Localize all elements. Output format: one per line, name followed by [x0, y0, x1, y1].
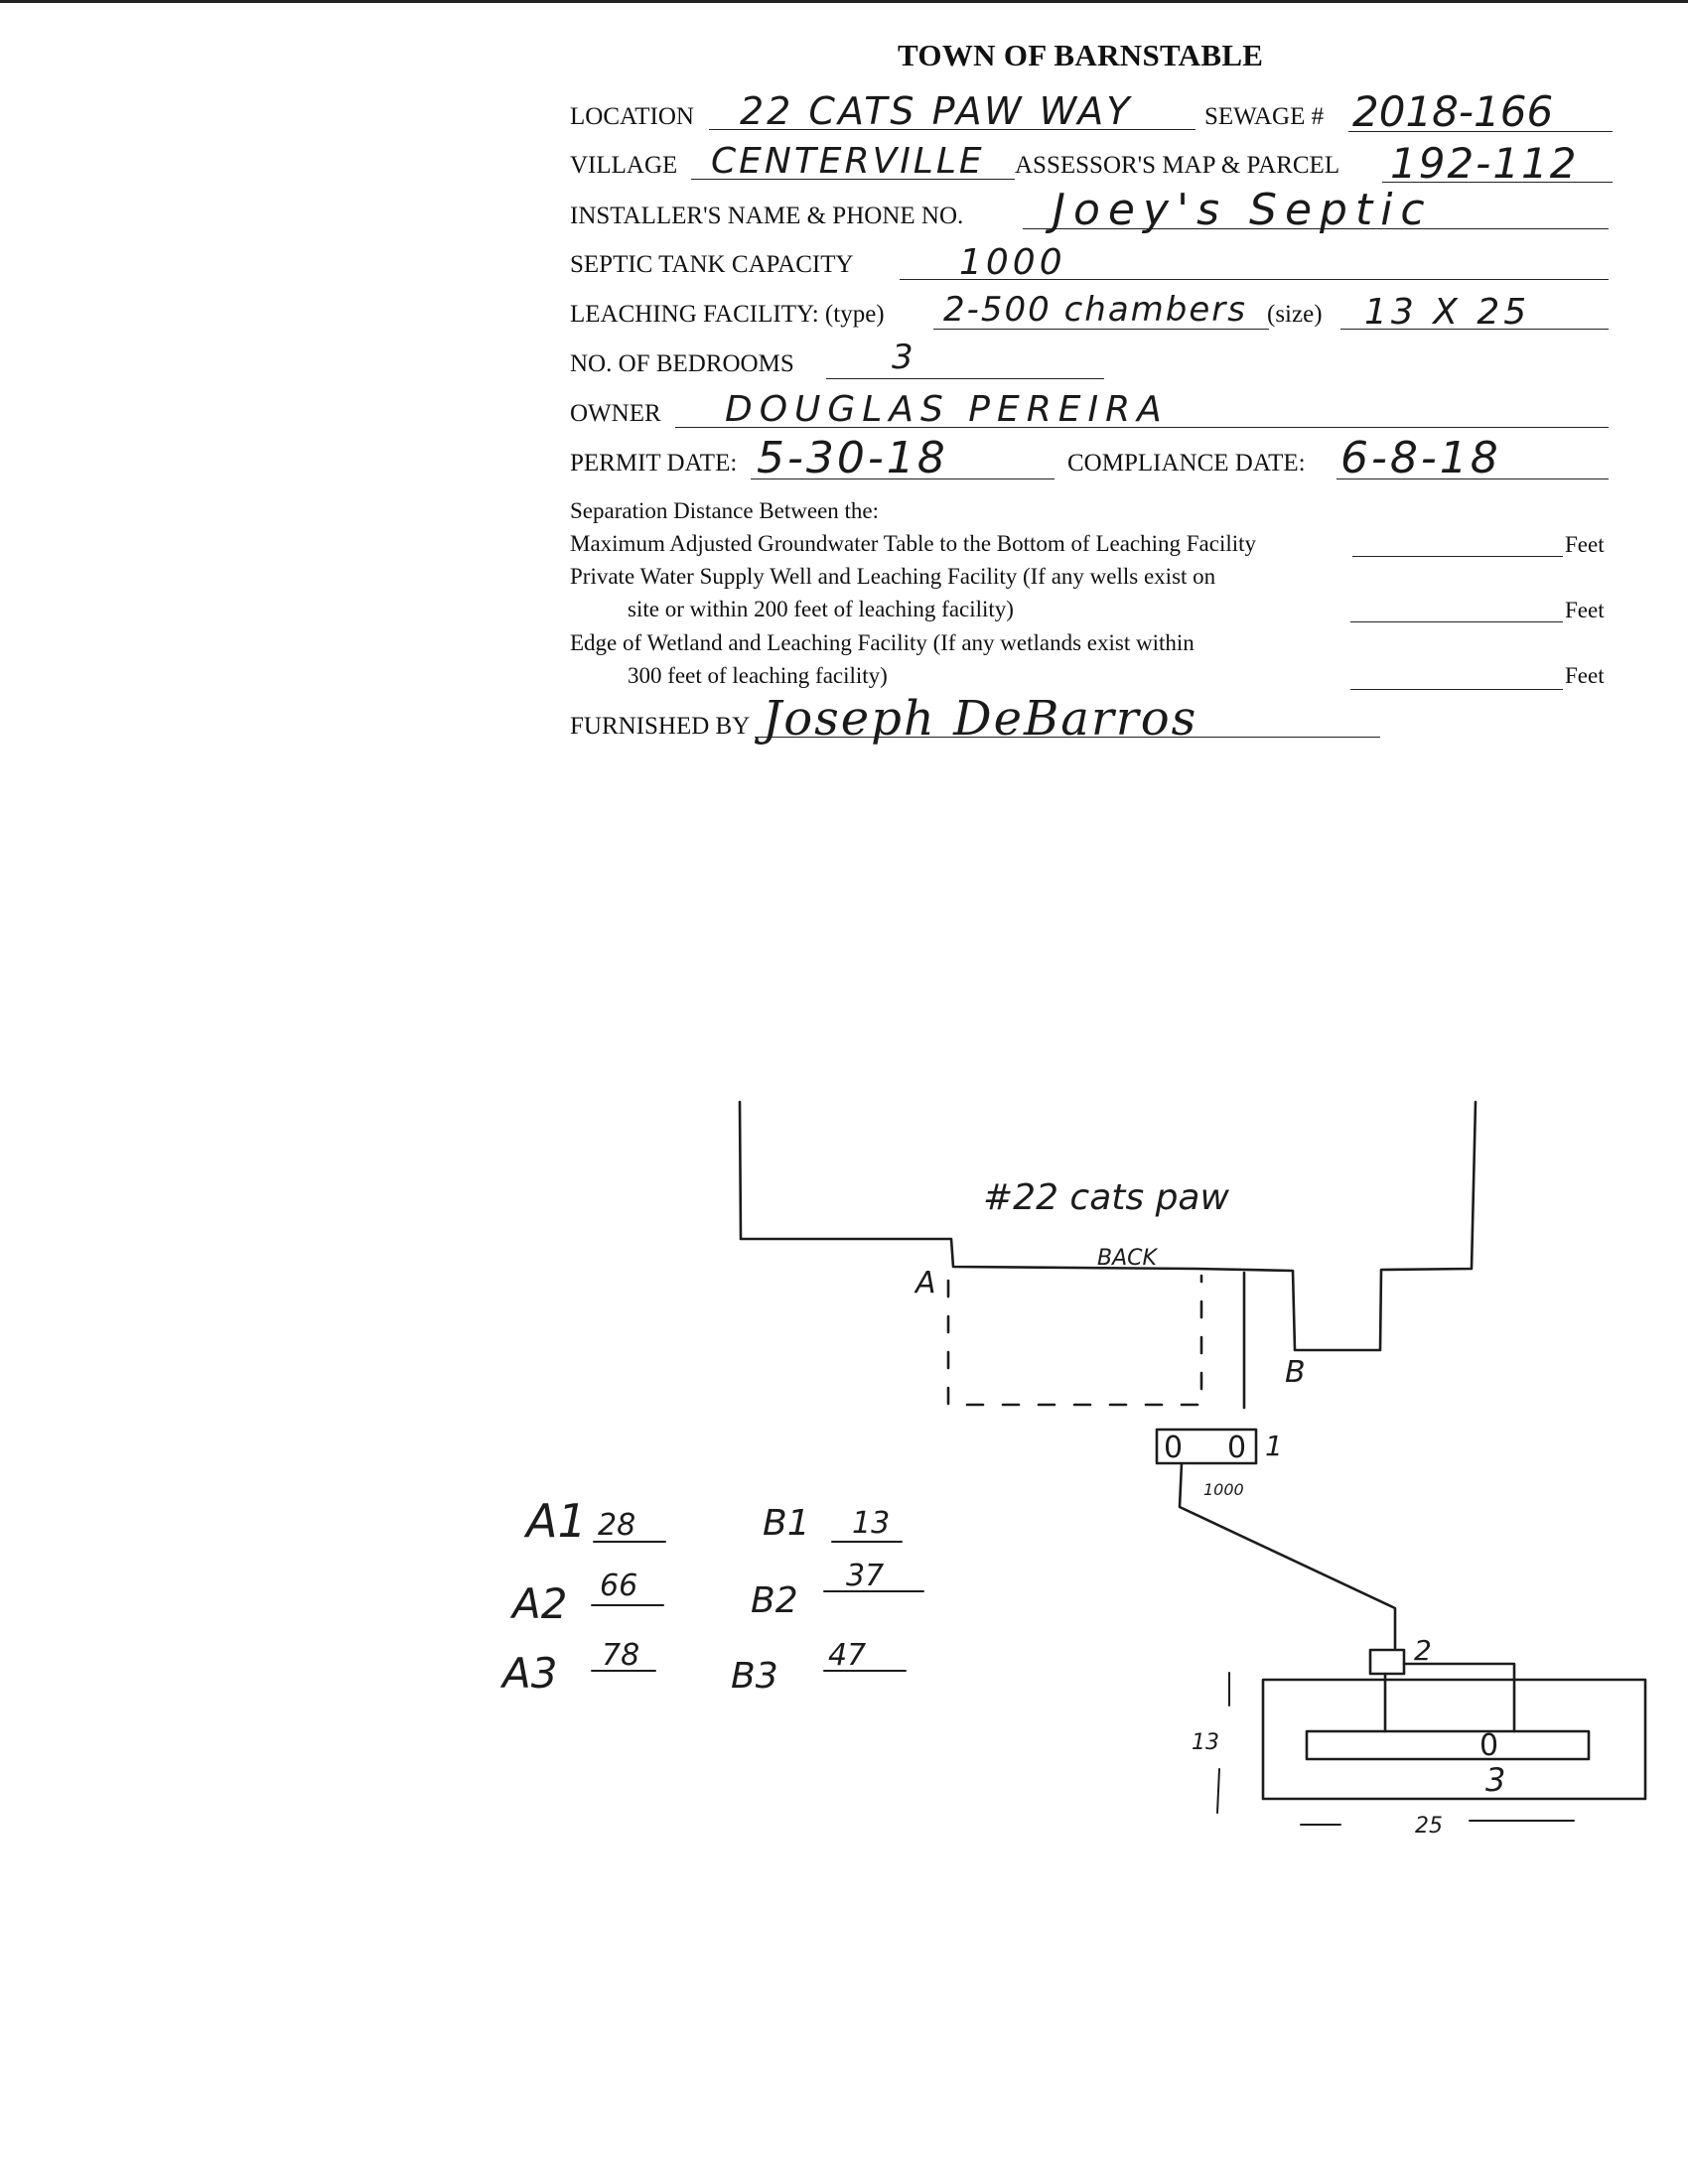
compliance-date-value: 6-8-18	[1340, 433, 1501, 483]
measure-a2-label: A2	[512, 1579, 568, 1628]
svg-text:0: 0	[1479, 1728, 1499, 1763]
sep-well-text-2: site or within 200 feet of leaching facility)	[628, 597, 1014, 621]
furnished-by-label: FURNISHED BY	[570, 713, 751, 740]
measure-b2-value: 37	[846, 1559, 885, 1593]
permit-date-label: PERMIT DATE:	[570, 450, 738, 477]
bedrooms-label: NO. OF BEDROOMS	[570, 350, 794, 377]
house-outline	[740, 1102, 1476, 1350]
measure-b1-value: 13	[852, 1506, 891, 1541]
leaching-size-label: (size)	[1267, 301, 1323, 328]
permit-date-value: 5-30-18	[757, 433, 948, 483]
measure-b3-label: B3	[731, 1656, 778, 1697]
measure-b1-label: B1	[763, 1503, 810, 1544]
field-width-label: 13	[1192, 1730, 1219, 1755]
svg-text:0: 0	[1164, 1431, 1184, 1465]
sewage-label: SEWAGE #	[1204, 103, 1325, 130]
measure-a3-value: 78	[602, 1638, 640, 1673]
sep-groundwater-unit: Feet	[1565, 532, 1605, 557]
measure-a1-label: A1	[526, 1494, 587, 1548]
bedrooms-value: 3	[892, 338, 914, 377]
corner-a-label: A	[915, 1266, 936, 1300]
corner-b-label: B	[1285, 1355, 1306, 1390]
dbox-marker: 2	[1414, 1634, 1432, 1667]
sep-well-unit: Feet	[1565, 598, 1605, 622]
installer-value: Joey's Septic	[1053, 185, 1433, 235]
dashed-addition	[948, 1276, 1201, 1405]
distribution-box	[1370, 1650, 1404, 1674]
leaching-size-value: 13 X 25	[1364, 292, 1531, 333]
sep-wetland-unit: Feet	[1565, 663, 1605, 688]
measure-b2-label: B2	[751, 1580, 798, 1621]
sep-groundwater-text: Maximum Adjusted Groundwater Table to the Bottom of Leaching Facility	[570, 531, 1257, 556]
village-value: CENTERVILLE	[711, 141, 985, 182]
sep-wetland-text-2: 300 feet of leaching facility)	[628, 663, 888, 688]
assessor-label: ASSESSOR'S MAP & PARCEL	[1015, 152, 1340, 179]
compliance-date-label: COMPLIANCE DATE:	[1067, 450, 1306, 477]
form-title: TOWN OF BARNSTABLE	[898, 38, 1264, 72]
measure-a3-label: A3	[502, 1649, 558, 1698]
furnished-by-signature: Joseph DeBarros	[763, 691, 1198, 747]
leaching-type-value: 2-500 chambers	[943, 290, 1247, 330]
location-value: 22 CATS PAW WAY	[740, 89, 1133, 133]
sewage-value: 2018-166	[1352, 87, 1554, 136]
sketch-house-label: #22 cats paw	[983, 1177, 1229, 1218]
measure-b3-value: 47	[828, 1638, 867, 1673]
sketch-back-label: BACK	[1097, 1246, 1157, 1271]
separation-heading: Separation Distance Between the:	[570, 498, 880, 523]
field-length-label: 25	[1415, 1814, 1443, 1839]
tank-capacity-label: SEPTIC TANK CAPACITY	[570, 251, 854, 278]
sep-wetland-text-1: Edge of Wetland and Leaching Facility (If any wetlands exist within	[570, 630, 1195, 655]
owner-value: DOUGLAS PEREIRA	[725, 389, 1169, 430]
tank-note: 1000	[1203, 1480, 1244, 1499]
location-label: LOCATION	[570, 103, 694, 130]
field-number-label: 3	[1485, 1761, 1506, 1799]
sep-well-text-1: Private Water Supply Well and Leaching Facility (If any wells exist on	[570, 564, 1216, 589]
installer-label: INSTALLER'S NAME & PHONE NO.	[570, 203, 964, 229]
tank-capacity-value: 1000	[959, 242, 1066, 283]
measure-a1-value: 28	[598, 1508, 636, 1543]
measure-a2-value: 66	[600, 1569, 638, 1603]
tank-marker: 1	[1265, 1430, 1283, 1462]
assessor-value: 192-112	[1390, 139, 1579, 188]
leaching-type-label: LEACHING FACILITY: (type)	[570, 301, 885, 328]
village-label: VILLAGE	[570, 152, 678, 179]
svg-text:0: 0	[1227, 1431, 1247, 1465]
owner-label: OWNER	[570, 400, 661, 427]
leaching-chamber	[1307, 1731, 1589, 1759]
